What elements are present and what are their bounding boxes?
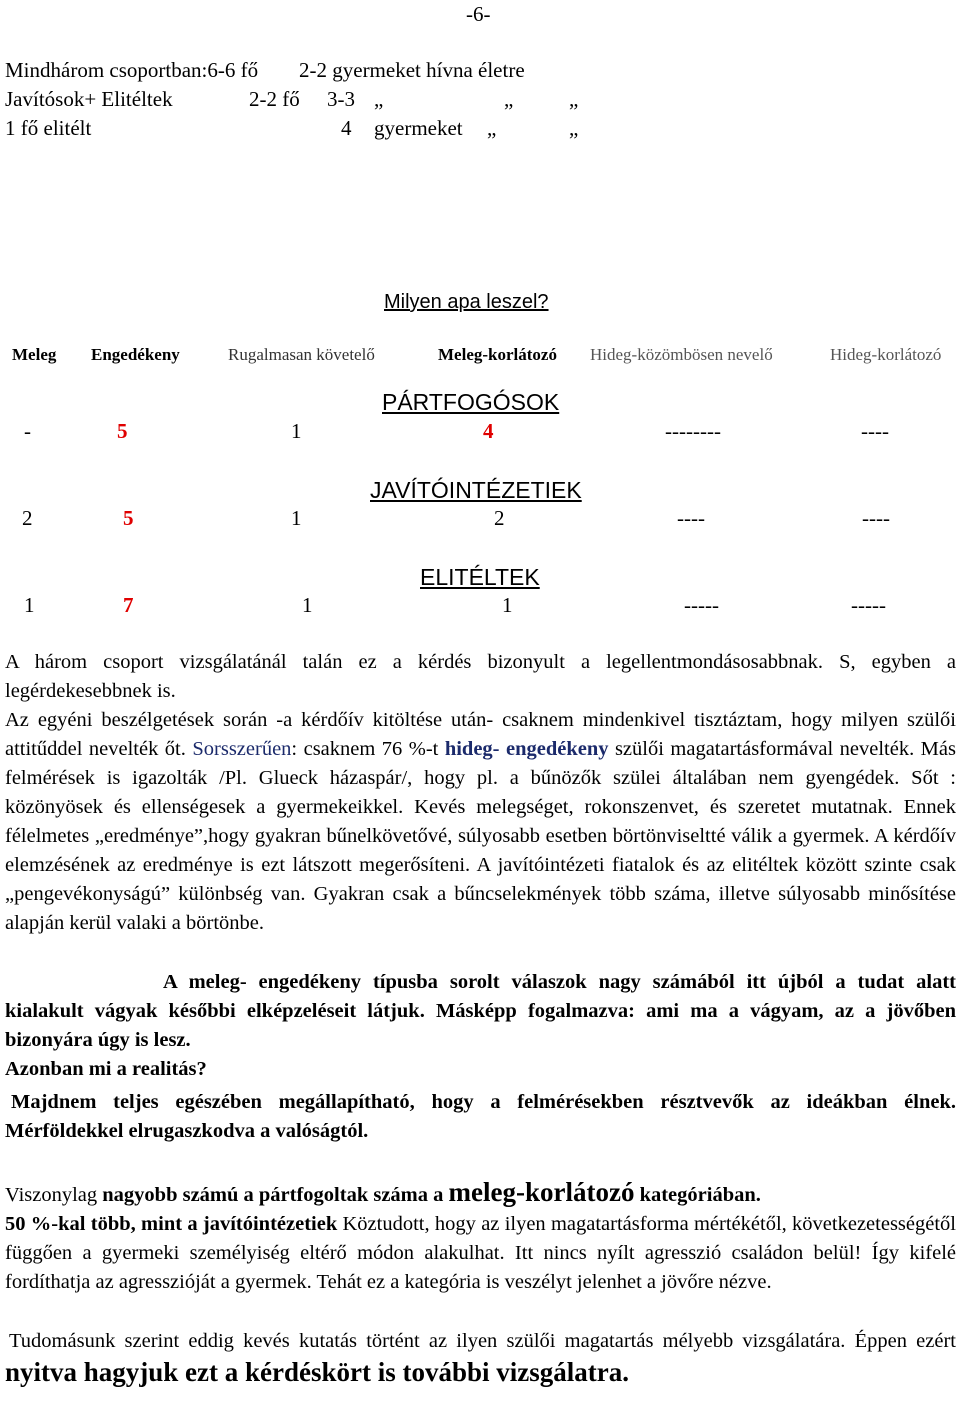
bold-conclusion-block <box>5 968 956 1146</box>
text-span: Tudomásunk szerint eddig kevés kutatás történt az ilyen szülői magatartás mélyebb vizsgálatára. Éppen ezért <box>9 1330 956 1352</box>
intro-line3-c: gyermeket <box>374 116 463 140</box>
text-span: nagyobb számú a pártfogoltak száma a <box>102 1184 449 1206</box>
intro-line2-b: 2-2 fő <box>249 87 300 111</box>
table-cell: 1 <box>24 593 35 617</box>
intro-line1-a: Mindhárom csoportban:6-6 fő <box>5 58 259 82</box>
column-header: Meleg <box>12 345 57 364</box>
group-title: ELITÉLTEK <box>420 564 540 590</box>
column-header: Meleg-korlátozó <box>438 345 557 364</box>
highlight-hideg-engedekeny: hideg- engedékeny <box>444 738 609 760</box>
table-cell: 4 <box>483 419 494 443</box>
table-cell: 5 <box>117 419 128 443</box>
paragraph-analysis <box>5 648 956 938</box>
group-title: JAVÍTÓINTÉZETIEK <box>370 477 582 503</box>
table-cell: 5 <box>123 506 134 530</box>
paragraph-text <box>5 1326 956 1391</box>
intro-line3-a: 1 fő elitélt <box>5 116 92 140</box>
text-span: Viszonylag <box>5 1184 103 1206</box>
text-span: : csaknem 76 %-t <box>291 738 445 760</box>
column-header: Engedékeny <box>91 345 180 364</box>
table-cell: ---- <box>677 506 705 530</box>
paragraph-outlook <box>5 1326 956 1391</box>
bold-paragraph: Majdnem teljes egészében megállapítható, hogy a felmérésekben résztvevők az ideákban élnek. Mérföldekkel elrugaszkodva a valóságtól. <box>5 1091 956 1142</box>
table-cell: ----- <box>684 593 719 617</box>
table-cell: 1 <box>502 593 513 617</box>
table-cell: 2 <box>22 506 33 530</box>
group-title: PÁRTFOGÓSOK <box>382 389 560 415</box>
table-cell: 1 <box>291 419 302 443</box>
highlight-sorsszeruen: Sorsszerűen <box>192 738 292 760</box>
page-number: -6- <box>466 2 491 26</box>
intro-line2-d: „ <box>374 87 384 111</box>
table-cell: 2 <box>494 506 505 530</box>
text-span: kategóriában. <box>634 1184 761 1206</box>
bold-paragraph: Azonban mi a realitás? <box>5 1058 207 1080</box>
text-span: szülői magatartásformával nevelték. Más felmérések is igazolták /Pl. Glueck házaspár/, hogy pl. a bűnözők szülei általában nem gyengédek. Sőt : közönyösek és ellenségesek a gyermekeikkel. Kevés melegséget, rokonszenvet, és szeretet mutatnak. Ennek félelmetes „eredménye”,hogy gyakran bűnelkövetővé, súlyosabb esetben börtönviseltté válik a gyermek. A kérdőív elemzésének az eredménye is ezt látszott megerősíteni. A javítóintézeti fiatalok és az elitéltek között szinte csak „pengevékonyságú” különbség van. Gyakran csak a bűncselekmények több száma, illetve súlyosabb minősítése alapján kerül valaki a börtönbe. <box>5 738 956 934</box>
highlight-meleg-korlatozo: meleg-korlátozó <box>448 1177 635 1207</box>
intro-line3-b: 4 <box>341 116 352 140</box>
intro-line3-e: „ <box>569 116 579 140</box>
question-title: Milyen apa leszel? <box>384 291 549 313</box>
table-cell: 1 <box>302 593 313 617</box>
paragraph-text <box>5 1178 956 1210</box>
intro-line2-f: „ <box>569 87 579 111</box>
text-span: Az egyéni beszélgetések során -a kérdőív kitöltése után- csaknem mindenkivel tisztáztam, hogy milyen szülői attitűddel nevelték őt. <box>5 709 956 760</box>
intro-line2-a: Javítósok+ Elitéltek <box>5 87 173 111</box>
paragraph-text: A három csoport vizsgálatánál talán ez a kérdés bizonyult a legellentmondásosabbnak. S, egyben a legérdekesebbnek is. <box>5 651 956 702</box>
intro-line1-b: 2-2 gyermeket hívna életre <box>299 58 525 82</box>
highlight-nyitva-hagyjuk: nyitva hagyjuk ezt a kérdéskört is további vizsgálatra. <box>5 1357 629 1387</box>
table-cell: - <box>24 419 31 443</box>
column-header: Hideg-közömbösen nevelő <box>590 345 773 364</box>
table-cell: ----- <box>851 593 886 617</box>
table-cell: ---- <box>862 506 890 530</box>
text-span: Köztudott, hogy az ilyen magatartásforma mértékétől, következetességétől függően a gyermeki személyiség eltérő módon alakulhat. Itt nincs nyílt agresszió családon belül! Így kifelé fordíthatja az agresszióját a gyermek. Tehát ez a kategória is veszélyt jelenhet a jövőre nézve. <box>5 1213 956 1293</box>
table-cell: 1 <box>291 506 302 530</box>
intro-line3-d: „ <box>487 116 497 140</box>
bold-paragraph: A meleg- engedékeny típusba sorolt válaszok nagy számából itt újból a tudat alatt kialakult vágyak későbbi elképzeléseit látjuk. Másképp fogalmazva: ami ma a vágyam, az a jövőben bizonyára úgy is lesz. <box>5 971 956 1051</box>
paragraph-text <box>5 1210 956 1297</box>
column-header: Hideg-korlátozó <box>830 345 942 364</box>
paragraph-text <box>5 706 956 938</box>
column-header: Rugalmasan követelő <box>228 345 375 364</box>
intro-line2-e: „ <box>504 87 514 111</box>
table-cell: 7 <box>123 593 134 617</box>
intro-line2-c: 3-3 <box>327 87 355 111</box>
table-cell: ---- <box>861 419 889 443</box>
table-cell: -------- <box>665 419 721 443</box>
paragraph-category <box>5 1178 956 1297</box>
text-span: 50 %-kal több, mint a javítóintézetiek <box>5 1213 338 1235</box>
